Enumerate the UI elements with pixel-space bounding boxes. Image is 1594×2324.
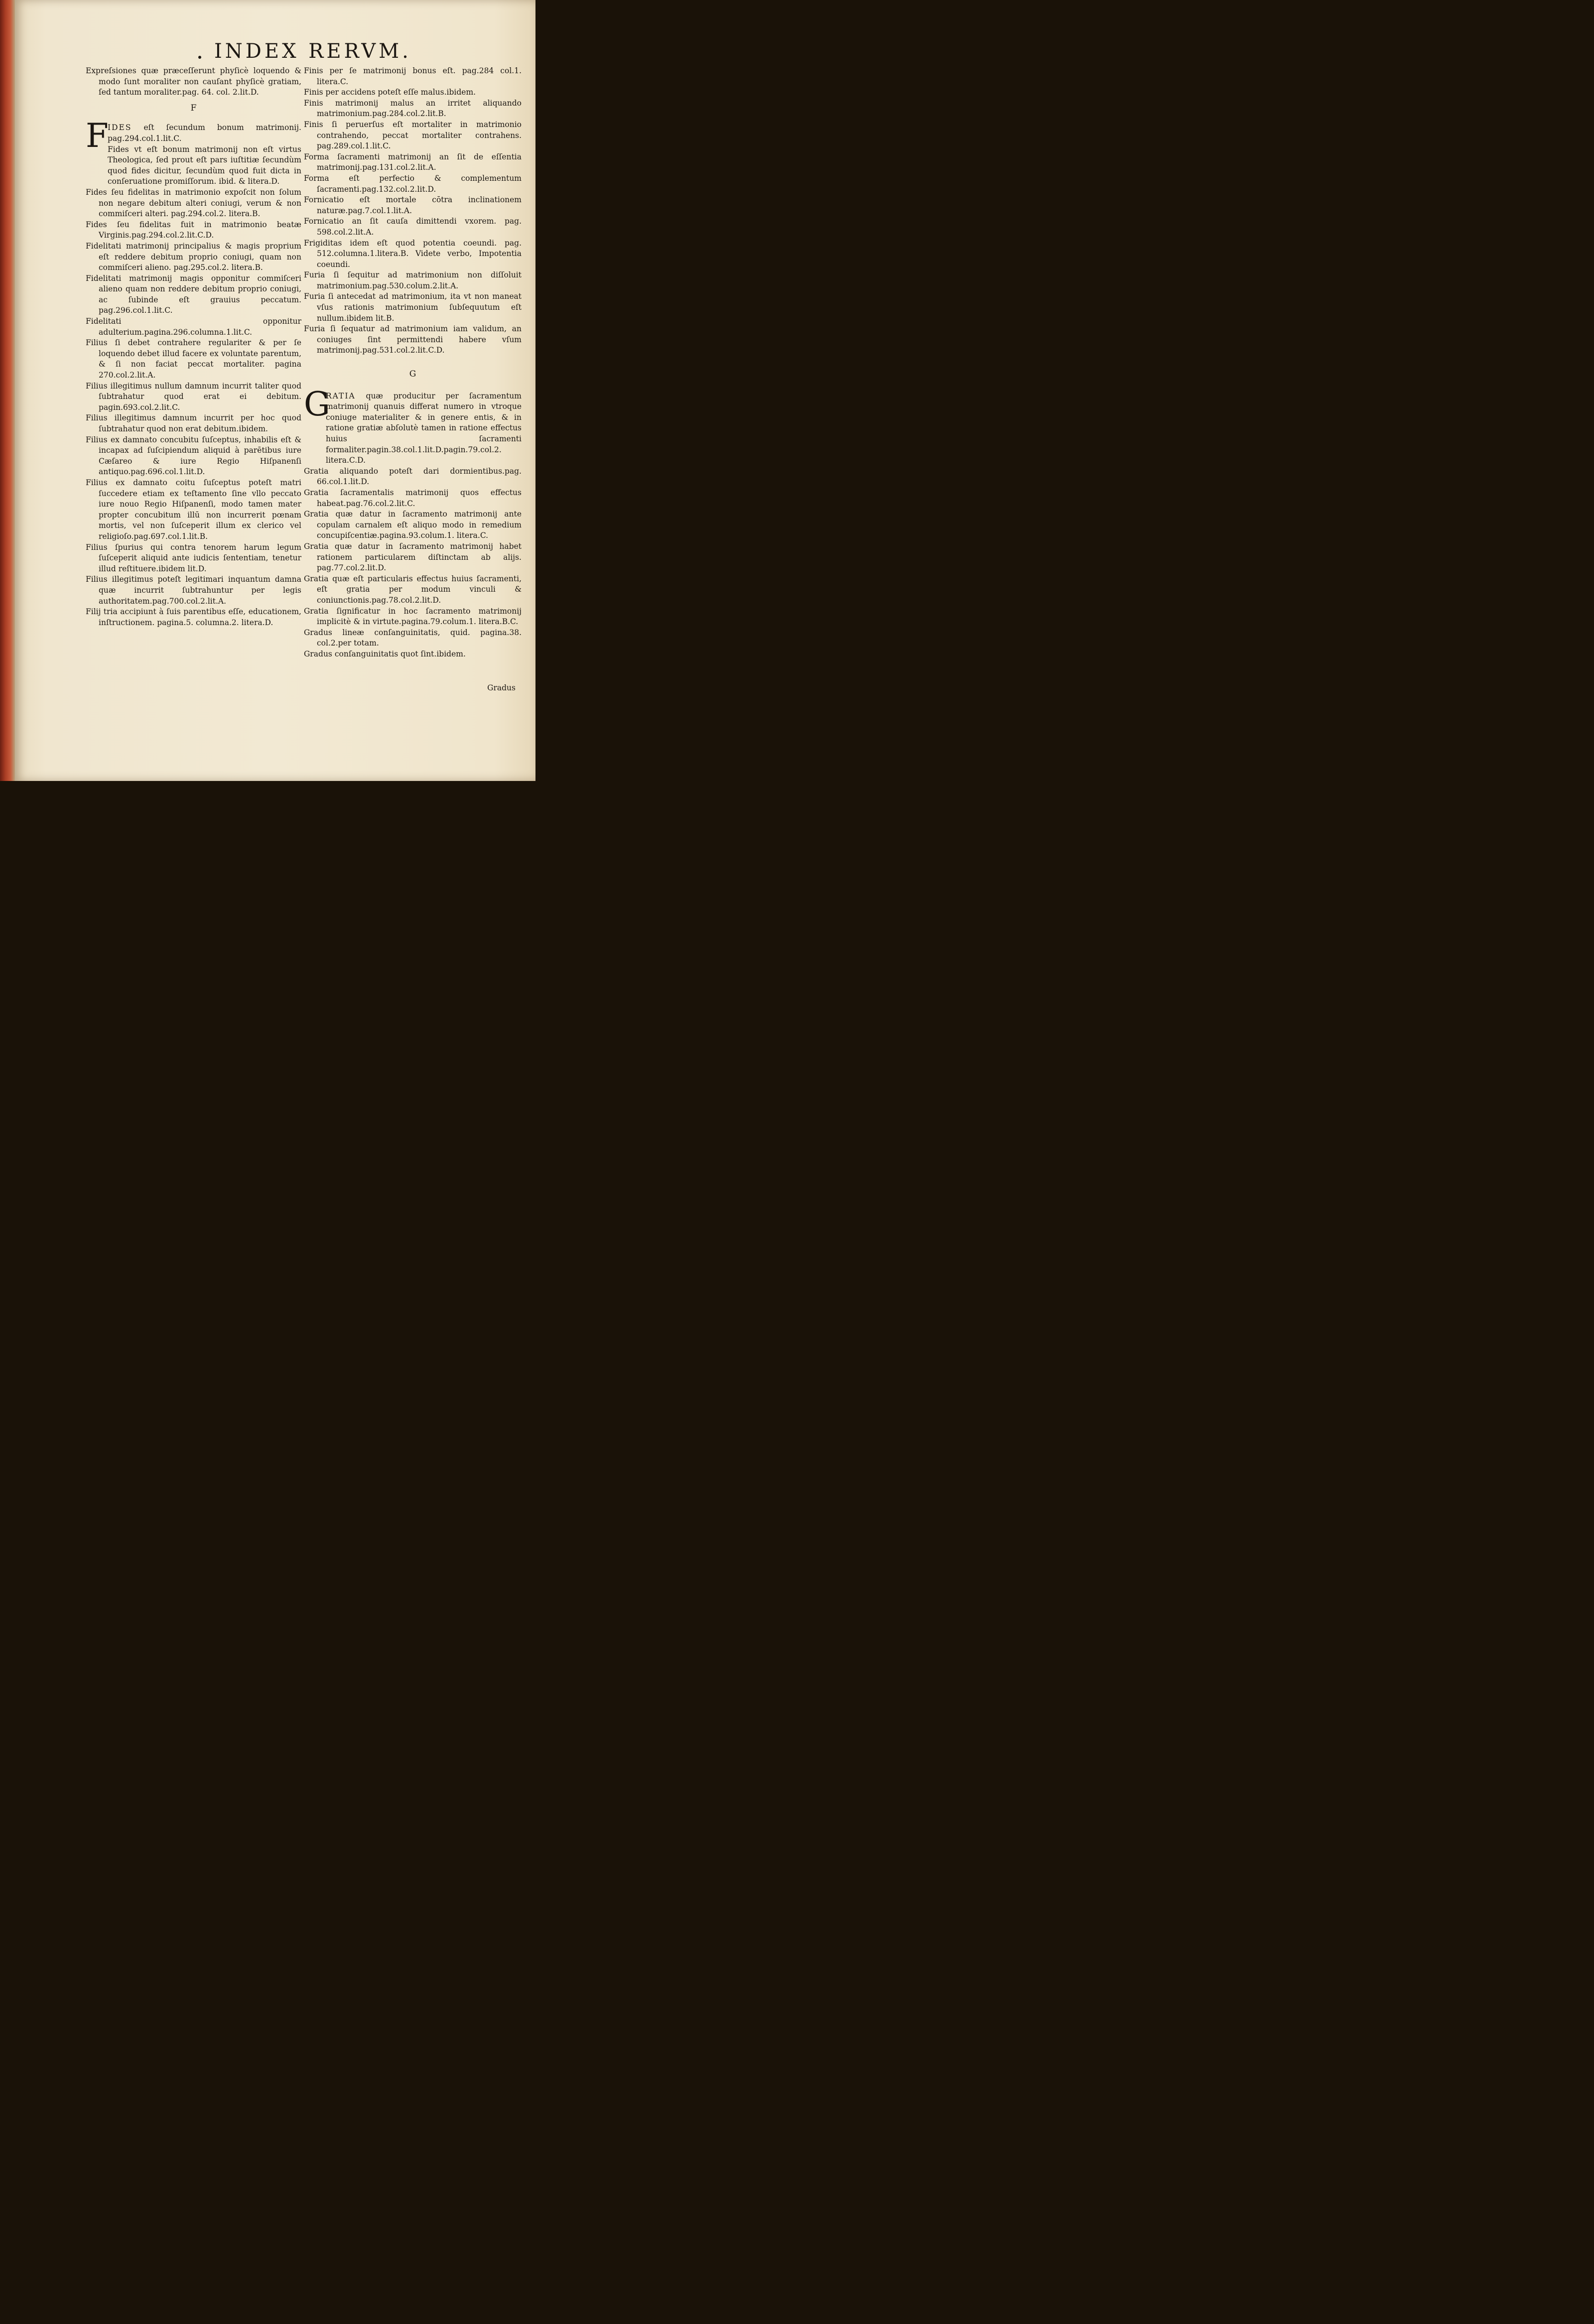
entry-text: quæ producitur per ſacramentum matrimonij quanuis differat numero in vtroque coniuge materialiter & in genere entis, & in ratione gratiæ abſolutè tamen in ratione effectus huius ſacramenti formaliter.pagin.38.col.1.lit.D.pagin.79.col.2. litera.C.D. <box>326 391 522 465</box>
page-edge <box>0 0 15 781</box>
index-entry: Furia ſi ſequitur ad matrimonium non diſſoluit matrimonium.pag.530.colum.2.lit.A. <box>304 270 522 290</box>
index-entry: Finis ſi peruerſus eſt mortaliter in matrimonio contrahendo, peccat mortaliter contrahens. pag.289.col.1.lit.C. <box>304 120 522 151</box>
entry-text: eſt ſecundum bonum matrimonij. pag.294.col.1.lit.C. <box>108 123 301 143</box>
index-entry: Fides ſeu fidelitas in matrimonio expoſcit non ſolum non negare debitum alteri coniugi, verum & non commiſceri alteri. pag.294.col.2. litera.B. <box>86 187 301 219</box>
letter-heading-g: G <box>409 369 416 380</box>
header-dot <box>198 56 201 59</box>
catchword: Gradus <box>487 683 516 692</box>
entry-continuation: Fides vt eſt bonum matrimonij non eſt virtus Theologica, ſed prout eſt pars iuſtitiæ ſecundùm quod fides dicitur, ſecundùm quod fuit dicta in conſeruatione promiſſorum. ibid. & litera.D. <box>108 144 301 186</box>
index-entry: Fidelitati matrimonij magis opponitur commiſceri alieno quam non reddere debitum proprio coniugi, ac ſubinde eſt grauius peccatum. pag.296.col.1.lit.C. <box>86 273 301 315</box>
index-entry: Fides ſeu fidelitas fuit in matrimonio beatæ Virginis.pag.294.col.2.lit.C.D. <box>86 220 301 240</box>
index-entry: Expreſsiones quæ præceſſerunt phyſicè loquendo & modo ſunt moraliter non cauſant phyſicè gratiam, ſed tantum moraliter.pag. 64. col. 2.lit.D. <box>86 66 301 97</box>
index-entry: Fidelitati matrimonij principalius & magis proprium eſt reddere debitum proprio coniugi, quam non commiſceri alieno. pag.295.col.2. litera.B. <box>86 241 301 272</box>
index-entry: Furia ſi ſequatur ad matrimonium iam validum, an coniuges ſint permittendi habere vſum matrimonij.pag.531.col.2.lit.C.D. <box>304 324 522 355</box>
page-title: INDEX RERVM. <box>214 40 411 63</box>
index-entry: Gratia quæ datur in ſacramento matrimonij habet rationem particularem diſtinctam ab alijs. pag.77.col.2.lit.D. <box>304 541 522 573</box>
letter-heading-f: F <box>190 103 197 113</box>
right-column <box>304 66 522 659</box>
index-entry: Gratia aliquando poteſt dari dormientibus.pag. 66.col.1.lit.D. <box>304 466 522 487</box>
index-entry: Gratia ſacramentalis matrimonij quos effectus habeat.pag.76.col.2.lit.C. <box>304 488 522 508</box>
entry-lead-word: IDES <box>108 123 132 132</box>
index-entry: Filius illegitimus nullum damnum incurrit taliter quod ſubtrahatur quod erat ei debitum. pagin.693.col.2.lit.C. <box>86 381 301 412</box>
drop-cap-f: F <box>86 117 109 155</box>
index-entry: Fornicatio an ſit cauſa dimittendi vxorem. pag. 598.col.2.lit.A. <box>304 217 522 237</box>
index-entry: Gratia quæ eſt particularis effectus huius ſacramenti, eſt gratia per modum vinculi & coniunctionis.pag.78.col.2.lit.D. <box>304 574 522 605</box>
left-column <box>86 66 301 628</box>
index-entry: Filius illegitimus damnum incurrit per hoc quod ſubtrahatur quod non erat debitum.ibidem. <box>86 413 301 433</box>
index-entry: Filius ex damnato coitu ſuſceptus poteſt matri ſuccedere etiam ex teſtamento ſine vllo peccato iure nouo Regio Hiſpanenſi, modo tamen mater propter concubitum illū non incurrerit pœnam mortis, vel non ſuſceperit illum ex clerico vel religioſo.pag.697.col.1.lit.B. <box>86 478 301 541</box>
index-entry: Gratia quæ datur in ſacramento matrimonij ante copulam carnalem eſt aliquo modo in remedium concupiſcentiæ.pagina.93.colum.1. litera.C. <box>304 510 522 540</box>
index-entry: Fornicatio eſt mortale cōtra inclinationem naturæ.pag.7.col.1.lit.A. <box>304 195 522 215</box>
index-entry: Finis matrimonij malus an irritet aliquando matrimonium.pag.284.col.2.lit.B. <box>304 98 522 119</box>
index-entry: Filius ex damnato concubitu ſuſceptus, inhabilis eſt & incapax ad ſuſcipiendum aliquid à parētibus iure Cæſareo & iure Regio Hiſpanenſi antiquo.pag.696.col.1.lit.D. <box>86 435 301 477</box>
index-entry: Finis per ſe matrimonij bonus eſt. pag.284 col.1. litera.C. <box>304 66 522 86</box>
drop-cap-g: G <box>304 385 330 423</box>
entry-lead-word: RATIA <box>326 391 356 400</box>
index-entry-drop-cap <box>304 385 522 466</box>
index-entry: Filij tria accipiunt à ſuis parentibus eſſe, educationem, inſtructionem. pagina.5. columna.2. litera.D. <box>86 607 301 627</box>
index-entry: Forma eſt perfectio & complementum ſacramenti.pag.132.col.2.lit.D. <box>304 173 522 194</box>
index-entry: Finis per accidens poteſt eſſe malus.ibidem. <box>304 88 476 97</box>
index-entry-drop-cap <box>86 117 301 187</box>
index-entry: Filius illegitimus poteſt legitimari inquantum damna quæ incurrit ſubtrahuntur per legis authoritatem.pag.700.col.2.lit.A. <box>86 575 301 606</box>
index-entry: Fidelitati opponitur adulterium.pagina.296.columna.1.lit.C. <box>86 317 301 337</box>
index-entry: Gratia ſignificatur in hoc ſacramento matrimonij implicitè & in virtute.pagina.79.colum.1. litera.B.C. <box>304 606 522 627</box>
index-entry: Furia ſi antecedat ad matrimonium, ita vt non maneat vſus rationis matrimonium ſubſequutum eſt nullum.ibidem lit.B. <box>304 292 522 323</box>
index-entry: Gradus lineæ conſanguinitatis, quid. pagina.38. col.2.per totam. <box>304 628 522 648</box>
index-entry: Filius ſpurius qui contra tenorem harum legum ſuſceperit aliquid ante iudicis ſententiam, tenetur illud reſtituere.ibidem lit.D. <box>86 542 301 573</box>
index-entry: Forma ſacramenti matrimonij an ſit de eſſentia matrimonij.pag.131.col.2.lit.A. <box>304 152 522 172</box>
index-entry: Gradus conſanguinitatis quot ſint.ibidem. <box>304 649 466 658</box>
book-page <box>15 0 535 781</box>
index-entry: Filius ſi debet contrahere regulariter & per ſe loquendo debet illud facere ex voluntate parentum, & ſi non faciat peccat mortaliter. pagina 270.col.2.lit.A. <box>86 338 301 380</box>
index-entry: Frigiditas idem eſt quod potentia coeundi. pag. 512.columna.1.litera.B. Videte verbo, Impotentia coeundi. <box>304 238 522 269</box>
